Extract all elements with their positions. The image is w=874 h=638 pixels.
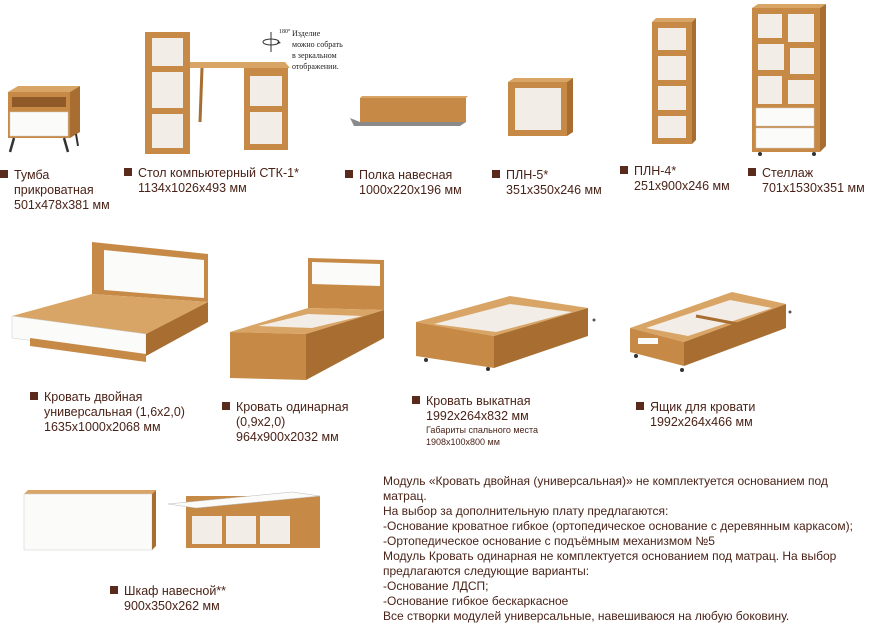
item-wall-shelf	[345, 168, 462, 198]
double-bed-image	[8, 240, 212, 365]
sleeping-area-label: Габариты спального места	[426, 425, 539, 435]
item-name: ПЛН-4*	[634, 164, 677, 178]
bookcase-image	[748, 2, 830, 158]
item-name: Кровать двойная	[44, 390, 143, 404]
pullout-bed-image	[410, 290, 600, 372]
bullet-icon	[0, 170, 8, 178]
nightstand-image	[0, 80, 90, 160]
bed-drawer-image	[626, 290, 796, 374]
bullet-icon	[222, 402, 230, 410]
item-dims: 1992х264х832 мм	[426, 409, 529, 423]
item-single-bed	[222, 400, 348, 445]
item-name: (0,9х2,0)	[236, 415, 286, 429]
item-dims: 1000х220х196 мм	[359, 183, 462, 197]
item-name: универсальная (1,6х2,0)	[44, 405, 185, 419]
item-name: Ящик для кровати	[650, 400, 756, 414]
note-line: Все створки модулей универсальные, навешиваюся на любую боковину.	[383, 609, 790, 623]
pln5-shelf-image	[505, 76, 577, 138]
item-wall-cabinet	[110, 584, 226, 614]
item-name: Тумба	[14, 168, 50, 182]
bullet-icon	[492, 170, 500, 178]
wall-cabinet-closed-image	[20, 490, 160, 552]
item-pln4	[620, 164, 730, 194]
bullet-icon	[30, 392, 38, 400]
item-bookcase	[748, 166, 865, 196]
item-dims: 1635х1000х2068 мм	[44, 420, 161, 434]
bullet-icon	[636, 402, 644, 410]
note-line: -Основание кроватное гибкое (ортопедическое основание с деревянным каркасом);	[383, 519, 853, 533]
item-name: ПЛН-5*	[506, 168, 549, 182]
item-name: прикроватная	[14, 183, 94, 197]
bullet-icon	[110, 586, 118, 594]
item-pln5	[492, 168, 602, 198]
item-dims: 351х350х246 мм	[506, 183, 602, 197]
item-dims: 964х900х2032 мм	[236, 430, 339, 444]
mirror-note-line: в зеркальном	[292, 51, 337, 60]
item-name: Кровать одинарная	[236, 400, 349, 414]
bullet-icon	[412, 396, 420, 404]
bullet-icon	[124, 168, 132, 176]
wall-cabinet-open-image	[166, 490, 326, 552]
item-dims: 501х478х381 мм	[14, 198, 110, 212]
item-name: Полка навесная	[359, 168, 453, 182]
item-dims: 701х1530х351 мм	[762, 181, 865, 195]
note-line: На выбор за дополнительную плату предлагаются:	[383, 504, 669, 518]
item-dims: 1992х264х466 мм	[650, 415, 753, 429]
note-line: Модуль Кровать одинарная не комплектуется основанием под матрац. На выбор предлагаются следующие варианты:	[383, 549, 837, 578]
product-notes	[383, 474, 869, 624]
item-computer-desk	[124, 166, 299, 196]
rotate-degrees: 180°	[279, 29, 291, 35]
mirror-note-line: Изделие	[292, 29, 321, 38]
item-nightstand	[0, 168, 110, 213]
note-line: -Основание гибкое бескаркасное	[383, 594, 569, 608]
note-line: Модуль «Кровать двойная (универсальная)» не комплектуется основанием под матрац.	[383, 474, 828, 503]
item-name: Стол компьютерный СТК-1*	[138, 166, 299, 180]
mirror-note-line: отображении.	[292, 62, 339, 71]
item-name: Кровать выкатная	[426, 394, 531, 408]
item-name: Стеллаж	[762, 166, 814, 180]
pln4-shelf-image	[650, 18, 700, 148]
item-double-bed	[30, 390, 185, 435]
note-line: -Основание ЛДСП;	[383, 579, 489, 593]
single-bed-image	[222, 256, 390, 384]
item-dims: 251х900х246 мм	[634, 179, 730, 193]
item-bed-drawer	[636, 400, 755, 430]
item-dims: 900х350х262 мм	[124, 599, 220, 613]
bullet-icon	[345, 170, 353, 178]
mirror-note-line: можно собрать	[292, 40, 343, 49]
note-line: -Ортопедическое основание с подъёмным механизмом №5	[383, 534, 715, 548]
wall-shelf-image	[348, 94, 473, 134]
bullet-icon	[748, 168, 756, 176]
item-pullout-bed	[412, 394, 538, 448]
item-name: Шкаф навесной**	[124, 584, 227, 598]
sleeping-area-dims: 1908х100х800 мм	[426, 437, 500, 447]
item-dims: 1134х1026х493 мм	[138, 181, 247, 195]
bullet-icon	[620, 166, 628, 174]
